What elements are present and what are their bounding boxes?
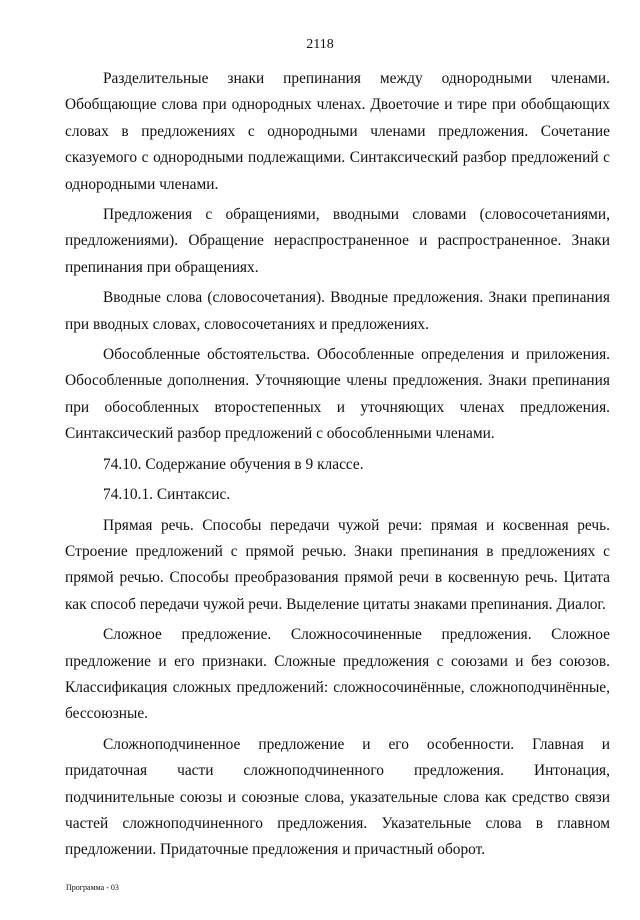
- page-footer: Программа - 03: [66, 883, 119, 892]
- paragraph-subordinate-sentence: Сложноподчиненное предложение и его особенности. Главная и придаточная части сложноподчиненного предложения. Интонация, подчинительные союзы и союзные слова, указательные слова как средство связи частей сложноподчиненного предложения. Указательные слова в главном предложении. Придаточные предложения и причастный оборот.: [65, 735, 610, 859]
- paragraph-introductory-words: Вводные слова (словосочетания). Вводные предложения. Знаки препинания при вводных словах, словосочетаниях и предложениях.: [65, 289, 610, 333]
- section-heading-grade-9: 74.10. Содержание обучения в 9 классе.: [103, 455, 364, 473]
- paragraph-addresses: Предложения с обращениями, вводными словами (словосочетаниями, предложениями). Обращение нераспространенное и распространенное. Знаки препинания при обращениях.: [65, 206, 610, 276]
- paragraph-isolated-members: Обособленные обстоятельства. Обособленные определения и приложения. Обособленные дополнения. Уточняющие члены предложения. Знаки препинания при обособленных второстепенных и уточняющих членах предложения. Синтаксический разбор предложений с обособленными членами.: [65, 346, 610, 443]
- subsection-heading-syntax: 74.10.1. Синтаксис.: [103, 486, 231, 504]
- paragraph-direct-speech: Прямая речь. Способы передачи чужой речи: прямая и косвенная речь. Строение предложений с прямой речью. Знаки препинания в предложениях с прямой речью. Способы преобразования прямой речи в косвенную речь. Цитата как способ передачи чужой речи. Выделение цитаты знаками препинания. Диалог.: [65, 516, 610, 613]
- paragraph-complex-sentence: Сложное предложение. Сложносочиненные предложения. Сложное предложение и его признаки. Сложные предложения с союзами и без союзов. Классификация сложных предложений: сложносочинённые, сложноподчинённые, бессоюзные.: [65, 626, 610, 723]
- page-number: 2118: [306, 37, 334, 52]
- paragraph-homogeneous-members: Разделительные знаки препинания между однородными членами. Обобщающие слова при однородных членах. Двоеточие и тире при обобщающих словах в предложениях с однородными членами предложения. Сочетание сказуемого с однородными подлежащими. Синтаксический разбор предложений с однородными членами.: [65, 70, 610, 193]
- document-body: [65, 66, 610, 868]
